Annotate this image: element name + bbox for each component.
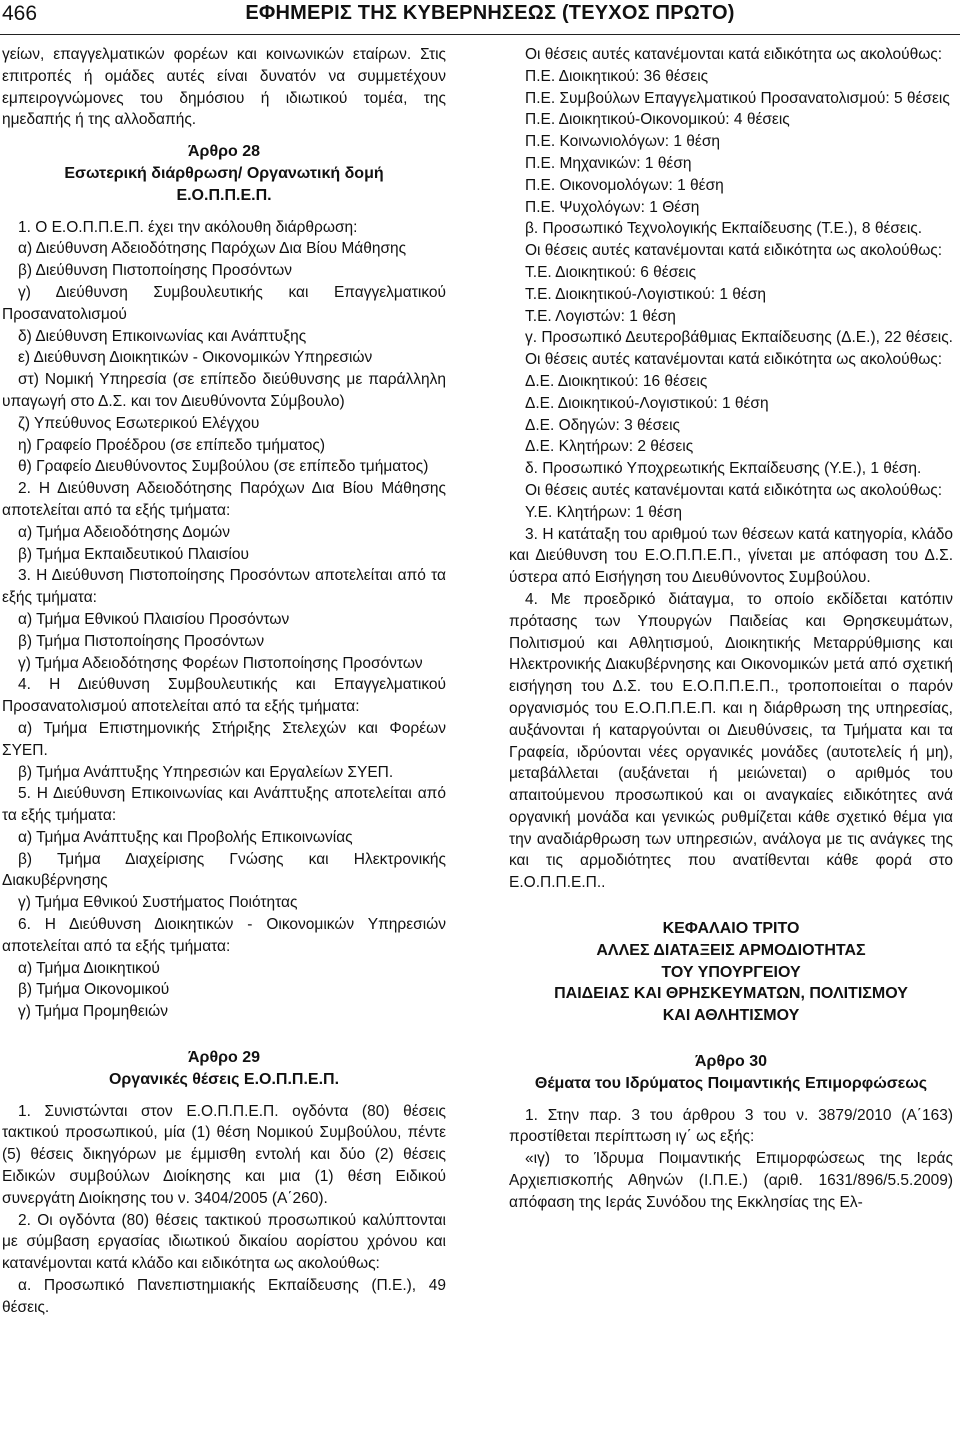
paragraph: 5. Η Διεύθυνση Επικοινωνίας και Ανάπτυξης αποτελείται από τα εξής τμήματα: bbox=[2, 785, 446, 825]
list-item: Π.Ε. Μηχανικών: 1 θέση bbox=[525, 154, 692, 172]
list-item: γ) Τμήμα Εθνικού Συστήματος Ποιότητας bbox=[18, 894, 298, 912]
chapter-heading-line: ΚΑΙ ΑΘΛΗΤΙΣΜΟΥ bbox=[662, 1007, 800, 1025]
paragraph: 1. Συνιστώνται στον Ε.Ο.Π.Π.Ε.Π. ογδόντα (80) θέσεις τακτικού προσωπικού, μία (1) θέση Νομικού Συμβούλου, πέντε (5) θέσεις δικηγόρων με έμμισθη εντολή και δύο (2) θέσεις Ειδικών συμβούλων Διοίκησης και μια (1) θέση Ειδικού συνεργάτη Διοίκησης του ν. 3404/2005 (Α΄260). bbox=[2, 1102, 446, 1207]
header-rule bbox=[0, 34, 960, 35]
paragraph: 3. Η κατάταξη του αριθμού των θέσεων κατά κατηγορία, κλάδο και Διεύθυνση του Ε.Ο.Π.Π.Ε.Π., γίνεται με απόφαση του Δ.Σ. ύστερα από Εισήγηση του Διευθύνοντος Συμβούλου. bbox=[509, 525, 953, 587]
list-item: ε) Διεύθυνση Διοικητικών - Οικονομικών Υπηρεσιών bbox=[18, 349, 373, 367]
list-item: Π.Ε. Ψυχολόγων: 1 Θέση bbox=[525, 198, 700, 216]
list-item: α) Τμήμα Εθνικού Πλαισίου Προσόντων bbox=[18, 610, 290, 628]
list-item: γ. Προσωπικό Δευτεροβάθμιας Εκπαίδευσης (Δ.Ε.), 22 θέσεις. bbox=[525, 329, 953, 347]
paragraph: γείων, επαγγελματικών φορέων και κοινωνικών εταίρων. Στις επιτροπές ή ομάδες αυτές είναι δυνατόν να συμμετέχουν εμπειρογνώμονες του δημόσιου ή ιδιωτικού τομέα, της ημεδαπής ή της αλλοδαπής. bbox=[2, 46, 446, 129]
paragraph: 6. Η Διεύθυνση Διοικητικών - Οικονομικών Υπηρεσιών αποτελείται από τα εξής τμήματα: bbox=[2, 916, 446, 955]
paragraph: 3. Η Διεύθυνση Πιστοποίησης Προσόντων αποτελείται από τα εξής τμήματα: bbox=[2, 567, 446, 607]
list-item: στ) Νομική Υπηρεσία (σε επίπεδο διεύθυνσης με παράλληλη υπαγωγή στο Δ.Σ. και τον Διευθύνοντα Σύμβουλο) bbox=[2, 371, 446, 410]
list-item: Τ.Ε. Λογιστών: 1 θέση bbox=[525, 307, 676, 325]
paragraph: 1. Στην παρ. 3 του άρθρου 3 του ν. 3879/2010 (Α΄163) προστίθεται περίπτωση ιγ΄ ως εξής: bbox=[509, 1106, 953, 1146]
list-item: Π.Ε. Οικονομολόγων: 1 θέση bbox=[525, 176, 724, 194]
list-item: α) Τμήμα Ανάπτυξης και Προβολής Επικοινωνίας bbox=[18, 828, 353, 846]
chapter-heading-line: ΤΟΥ ΥΠΟΥΡΓΕΙΟΥ bbox=[661, 963, 801, 981]
chapter-heading-line: ΑΛΛΕΣ ΔΙΑΤΑΞΕΙΣ ΑΡΜΟΔΙΟΤΗΤΑΣ bbox=[596, 941, 866, 959]
list-item: Π.Ε. Διοικητικού: 36 θέσεις bbox=[525, 67, 709, 85]
paragraph: Οι θέσεις αυτές κατανέμονται κατά ειδικότητα ως ακολούθως: bbox=[525, 46, 943, 63]
list-item: Δ.Ε. Κλητήρων: 2 θέσεις bbox=[525, 438, 694, 456]
right-column bbox=[509, 44, 953, 1214]
list-item: α. Προσωπικό Πανεπιστημιακής Εκπαίδευσης (Π.Ε.), 49 θέσεις. bbox=[2, 1277, 446, 1316]
list-item: Δ.Ε. Οδηγών: 3 θέσεις bbox=[525, 416, 680, 434]
paragraph: 4. Η Διεύθυνση Συμβουλευτικής και Επαγγελματικού Προσανατολισμού αποτελείται από τα εξής τμήματα: bbox=[2, 676, 446, 716]
gazette-title: ΕΦΗΜΕΡΙΣ ΤΗΣ ΚΥΒΕΡΝΗΣΕΩΣ (ΤΕΥΧΟΣ ΠΡΩΤΟ) bbox=[245, 2, 735, 24]
article-30-subtitle: Θέματα του Ιδρύματος Ποιμαντικής Επιμορφώσεως bbox=[534, 1074, 928, 1092]
list-item: β) Τμήμα Οικονομικού bbox=[18, 981, 170, 999]
list-item: δ) Διεύθυνση Επικοινωνίας και Ανάπτυξης bbox=[18, 327, 307, 345]
list-item: Υ.Ε. Κλητήρων: 1 θέση bbox=[525, 503, 682, 521]
list-item: η) Γραφείο Προέδρου (σε επίπεδο τμήματος) bbox=[18, 436, 325, 454]
article-29-subtitle: Οργανικές θέσεις Ε.Ο.Π.Π.Ε.Π. bbox=[108, 1070, 340, 1088]
list-item: γ) Διεύθυνση Συμβουλευτικής και Επαγγελματικού Προσανατολισμού bbox=[2, 283, 446, 323]
list-item: γ) Τμήμα Προμηθειών bbox=[18, 1003, 169, 1021]
page-header bbox=[0, 0, 960, 38]
list-item: ζ) Υπεύθυνος Εσωτερικού Ελέγχου bbox=[18, 414, 260, 432]
chapter-heading-line: ΚΕΦΑΛΑΙΟ ΤΡΙΤΟ bbox=[662, 920, 800, 938]
paragraph: 2. Οι ογδόντα (80) θέσεις τακτικού προσωπικού καλύπτονται με σύμβαση εργασίας ιδιωτικού δικαίου αορίστου χρόνου και κατανέμονται κατά κλάδο και ειδικότητα ως ακολούθως: bbox=[2, 1211, 446, 1273]
paragraph: «ιγ) το Ίδρυμα Ποιμαντικής Επιμορφώσεως της Ιεράς Αρχιεπισκοπής Αθηνών (Ι.Π.Ε.) (αριθ. 1631/896/5.5.2009) απόφαση της Ιεράς Συνόδου της Εκκλησίας της Ελ- bbox=[509, 1150, 953, 1211]
article-28-subtitle-acronym: Ε.Ο.Π.Π.Ε.Π. bbox=[176, 186, 272, 204]
article-28-subtitle: Εσωτερική διάρθρωση/ Οργανωτική δομή bbox=[64, 164, 384, 182]
list-item: Π.Ε. Διοικητικού-Οικονομικού: 4 θέσεις bbox=[525, 111, 790, 129]
list-item: α) Τμήμα Επιστημονικής Στήριξης Στελεχών και Φορέων ΣΥΕΠ. bbox=[2, 719, 446, 759]
paragraph: Οι θέσεις αυτές κατανέμονται κατά ειδικότητα ως ακολούθως: bbox=[525, 242, 943, 260]
left-column bbox=[2, 44, 446, 1319]
list-item: Δ.Ε. Διοικητικού-Λογιστικού: 1 θέση bbox=[525, 394, 769, 412]
article-29-title: Άρθρο 29 bbox=[187, 1049, 260, 1067]
paragraph: 2. Η Διεύθυνση Αδειοδότησης Παρόχων Δια Βίου Μάθησης αποτελείται από τα εξής τμήματα: bbox=[2, 480, 446, 519]
paragraph: 4. Με προεδρικό διάταγμα, το οποίο εκδίδεται κατόπιν πρότασης των Υπουργών Παιδείας και Θρησκευμάτων, Πολιτισμού και Αθλητισμού, Διοικητικής Μεταρρύθμισης και Ηλεκτρονικής Διακυβέρνησης και Οικονομικών μετά από σχετική εισήγηση του Δ.Σ. του Ε.Ο.Π.Π.Ε.Π., τροποποιείται ο παρόν οργανισμός του Ε.Ο.Π.Π.Ε.Π. και η διάρθρωση της υπηρεσίας, αυξάνονται ή καταργούνται οι Διευθύνσεις, τα Τμήματα και τα Γραφεία, ιδρύονται νέες οργανικές μονάδες (αυτοτελείς ή μη), μεταβάλλεται (αυξάνεται ή μειώνεται) ο αριθμός του απαιτούμενου προσωπικού και οι αναγκαίες ειδικότητες ανά οργανική μονάδα και γενικώς ρυθμίζεται κάθε σχετικό θέμα για την αναδιάρθρωση των υπηρεσιών, ανάλογα με τις ανάγκες της και τις αρμοδιότητες που ανατίθενται κάθε φορά στο Ε.Ο.Π.Π.Ε.Π.. bbox=[509, 590, 953, 892]
list-item: Τ.Ε. Διοικητικού-Λογιστικού: 1 θέση bbox=[525, 285, 766, 303]
list-item: γ) Τμήμα Αδειοδότησης Φορέων Πιστοποίησης Προσόντων bbox=[18, 654, 423, 672]
list-item: α) Διεύθυνση Αδειοδότησης Παρόχων Δια Βίου Μάθησης bbox=[18, 240, 407, 258]
chapter-heading-line: ΠΑΙΔΕΙΑΣ ΚΑΙ ΘΡΗΣΚΕΥΜΑΤΩΝ, ΠΟΛΙΤΙΣΜΟΥ bbox=[554, 985, 908, 1003]
list-item: β. Προσωπικό Τεχνολογικής Εκπαίδευσης (Τ.Ε.), 8 θέσεις. bbox=[525, 220, 923, 238]
list-item: Τ.Ε. Διοικητικού: 6 θέσεις bbox=[525, 263, 697, 281]
article-28-title: Άρθρο 28 bbox=[187, 143, 260, 161]
list-item: δ. Προσωπικό Υποχρεωτικής Εκπαίδευσης (Υ.Ε.), 1 θέση. bbox=[525, 460, 922, 478]
list-item: Π.Ε. Συμβούλων Επαγγελματικού Προσανατολισμού: 5 θέσεις bbox=[525, 89, 950, 107]
list-item: β) Τμήμα Ανάπτυξης Υπηρεσιών και Εργαλείων ΣΥΕΠ. bbox=[18, 763, 394, 781]
list-item: β) Τμήμα Πιστοποίησης Προσόντων bbox=[18, 632, 265, 650]
paragraph: 1. Ο Ε.Ο.Π.Π.Ε.Π. έχει την ακόλουθη διάρθρωση: bbox=[18, 218, 358, 236]
list-item: β) Τμήμα Εκπαιδευτικού Πλαισίου bbox=[18, 545, 249, 563]
paragraph: Οι θέσεις αυτές κατανέμονται κατά ειδικότητα ως ακολούθως: bbox=[525, 351, 943, 369]
list-item: Δ.Ε. Διοικητικού: 16 θέσεις bbox=[525, 372, 708, 390]
article-30-title: Άρθρο 30 bbox=[694, 1053, 767, 1071]
list-item: θ) Γραφείο Διευθύνοντος Συμβούλου (σε επίπεδο τμήματος) bbox=[18, 458, 429, 476]
list-item: β) Τμήμα Διαχείρισης Γνώσης και Ηλεκτρονικής Διακυβέρνησης bbox=[2, 850, 446, 890]
page-number: 466 bbox=[2, 2, 38, 25]
list-item: β) Διεύθυνση Πιστοποίησης Προσόντων bbox=[18, 262, 293, 280]
paragraph: Οι θέσεις αυτές κατανέμονται κατά ειδικότητα ως ακολούθως: bbox=[525, 481, 943, 499]
list-item: α) Τμήμα Διοικητικού bbox=[18, 959, 160, 977]
list-item: α) Τμήμα Αδειοδότησης Δομών bbox=[18, 523, 230, 541]
list-item: Π.Ε. Κοινωνιολόγων: 1 θέση bbox=[525, 133, 721, 151]
